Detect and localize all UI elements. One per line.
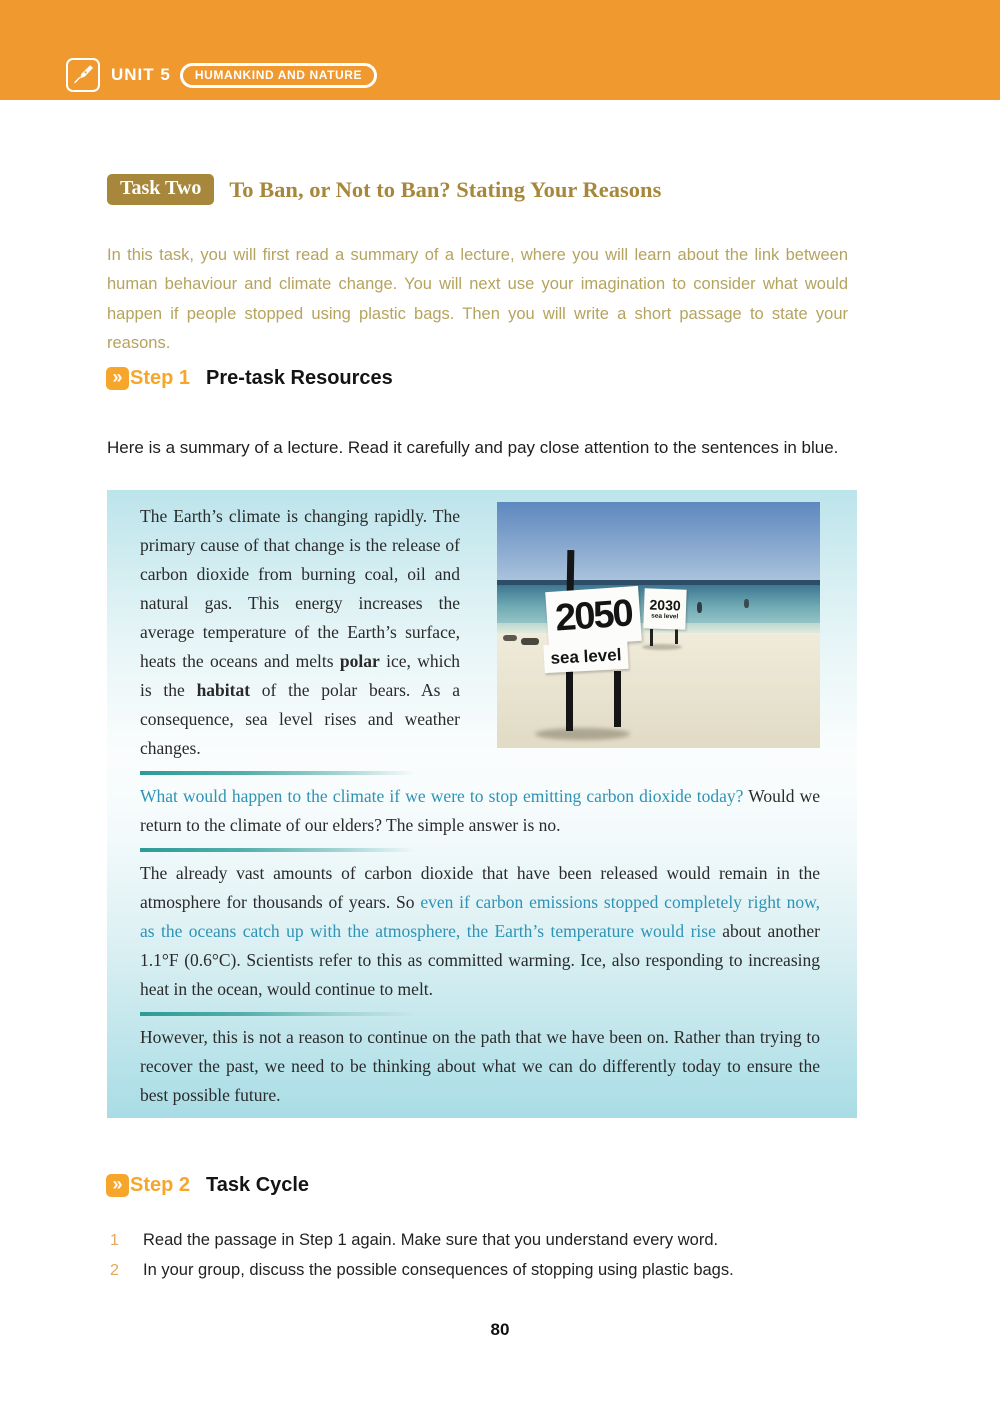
list-item-number: 2: [110, 1261, 119, 1279]
p3-text: The already vast amounts of carbon dioxide that have been released would remain in the atmosphere for thousands of years. So: [140, 863, 820, 912]
step2-title: Task Cycle: [206, 1174, 310, 1196]
sign-2030-year: 2030: [649, 595, 682, 614]
list-item-text: Read the passage in Step 1 again. Make sure that you understand every word.: [143, 1231, 719, 1249]
reading-paragraph-2: [140, 782, 820, 840]
unit-label: UNIT 5: [111, 65, 171, 84]
photo-sign-leg: [614, 671, 621, 727]
reading-paragraph-3: [140, 859, 820, 1004]
list-item-text: In your group, discuss the possible consequences of stopping using plastic bags.: [143, 1260, 734, 1279]
step2-heading: [106, 1174, 309, 1197]
unit-header: [66, 58, 377, 92]
photo-sign-leg: [650, 629, 653, 646]
p1-text: The Earth’s climate is changing rapidly. The primary cause of that change is the release of carbon dioxide from burning coal, oil and natural gas. This energy increases the average temperature of the Earth’s surface, heats the oceans and melts: [140, 506, 460, 671]
p2-text: Would we return to the climate of our elders? The simple answer is no.: [140, 786, 820, 835]
lecture-summary-box: [107, 490, 857, 1118]
step1-label: Step 1: [130, 367, 191, 389]
p1-text: ice, which is the: [140, 651, 460, 700]
p1-text: of the polar bears. As a consequence, sea level rises and weather changes.: [140, 680, 460, 758]
list-item: [110, 1256, 855, 1286]
task-cycle-list: [110, 1226, 855, 1285]
sign-2050-caption: sea level: [543, 641, 628, 673]
step1-title: Pre-task Resources: [206, 367, 393, 389]
double-chevron-icon: »: [106, 1174, 129, 1197]
unit-header-band: [0, 0, 1000, 100]
task-intro-paragraph: In this task, you will first read a summary of a lecture, where you will learn about the link between human behaviour and climate change. You will next use your imagination to consider what would happen if people stopped using plastic bags. Then you will write a short passage to state your reasons.: [107, 245, 848, 352]
sign-2050: 2050: [545, 586, 642, 647]
photo-sign-leg: [566, 671, 573, 731]
pen-icon: [66, 58, 100, 92]
p1-bold-polar: polar: [339, 651, 380, 671]
p1-bold-habitat: habitat: [196, 680, 251, 700]
photo-sky: [497, 502, 820, 580]
photo-beach-object: [503, 635, 517, 641]
step2-label: Step 2: [130, 1174, 191, 1196]
page-number: 80: [490, 1320, 510, 1339]
photo-beach-object: [521, 638, 539, 645]
task-heading: [107, 174, 661, 205]
unit-title-badge: HUMANKIND AND NATURE: [180, 63, 377, 88]
photo-sign-post: [567, 550, 575, 592]
photo-sign-shadow: [535, 728, 630, 740]
step1-lead-paragraph: Here is a summary of a lecture. Read it carefully and pay close attention to the sentences in blue.: [107, 438, 839, 457]
photo-sign-shadow: [642, 644, 682, 650]
teal-divider: [140, 771, 440, 775]
photo-sign-leg: [675, 629, 678, 644]
photo-swimmer: [744, 599, 749, 608]
sea-level-beach-photo: [497, 502, 820, 748]
list-item-number: 1: [110, 1232, 119, 1249]
sign-2030-caption: sea level: [651, 612, 679, 620]
p2-blue-sentence: What would happen to the climate if we were to stop emitting carbon dioxide today?: [140, 786, 749, 806]
teal-divider: [140, 848, 440, 852]
p3-text: about another 1.1°F (0.6°C). Scientists refer to this as committed warming. Ice, also responding to increasing heat in the ocean, would continue to melt.: [140, 921, 820, 999]
task-badge: Task Two: [107, 174, 214, 205]
photo-swimmer: [697, 602, 702, 613]
sign-2030: [643, 588, 686, 629]
list-item: [110, 1226, 855, 1256]
teal-divider: [140, 1012, 440, 1016]
step1-heading: [106, 367, 393, 390]
double-chevron-icon: »: [106, 367, 129, 390]
reading-paragraph-4: However, this is not a reason to continue on the path that we have been on. Rather than trying to recover the past, we need to be thinking about what we can do differently today to ensure the best possible future.: [140, 1027, 820, 1105]
task-title: To Ban, or Not to Ban? Stating Your Reasons: [229, 176, 662, 202]
p3-blue-sentence: even if carbon emissions stopped completely right now, as the oceans catch up with the atmosphere, the Earth’s temperature would rise: [140, 892, 820, 941]
